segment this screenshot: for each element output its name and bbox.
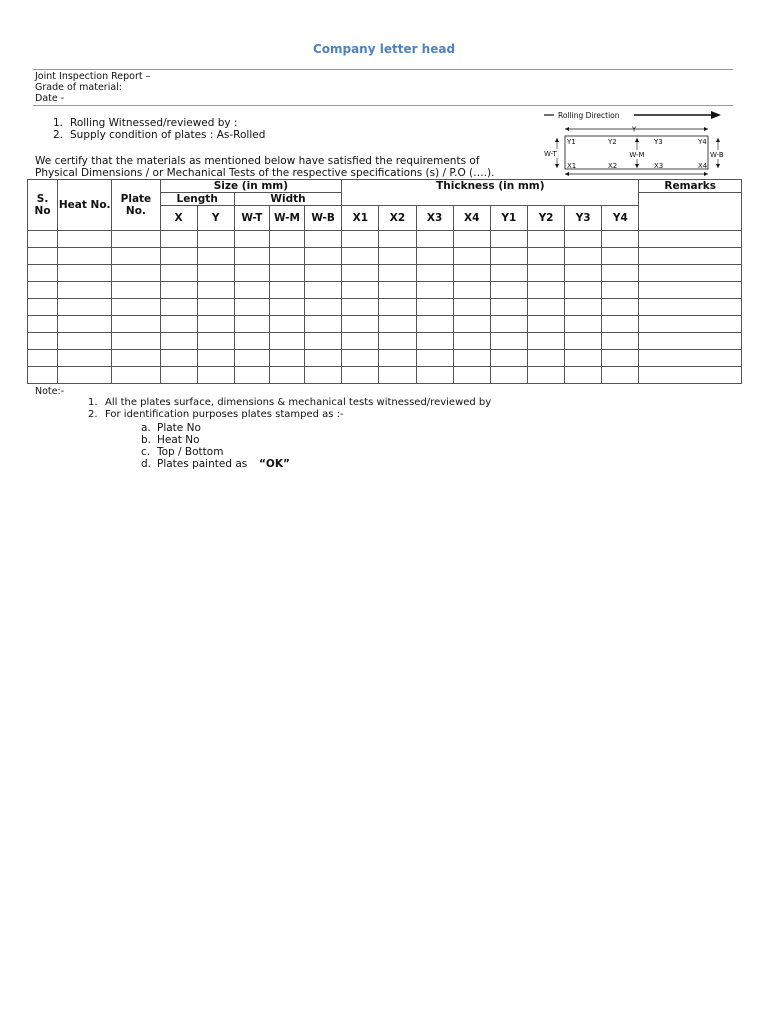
table-cell [58,231,112,248]
table-cell [112,299,160,316]
table-cell [58,350,112,367]
table-cell [639,316,742,333]
table-row [28,367,742,384]
table-cell [234,299,269,316]
table-cell [527,231,564,248]
table-cell [28,265,58,282]
table-cell [234,248,269,265]
subitem-a-number: a. [141,422,151,434]
table-cell [269,282,304,299]
table-cell [197,367,234,384]
table-cell [305,316,342,333]
table-cell [527,299,564,316]
table-cell [379,316,416,333]
point-y1: Y1 [567,138,576,146]
table-cell [112,282,160,299]
table-cell [527,367,564,384]
table-row [28,333,742,350]
table-cell [58,282,112,299]
letterhead-title: Company letter head [312,42,456,56]
table-cell [416,248,453,265]
table-cell [28,367,58,384]
table-cell [602,333,639,350]
certify-line-1: We certify that the materials as mentioned below have satisfied the requirements of [35,155,480,167]
header-x1: X1 [342,206,379,231]
table-cell [234,265,269,282]
table-cell [112,350,160,367]
rolling-direction-arrowhead [711,111,721,119]
table-cell [342,248,379,265]
table-cell [602,299,639,316]
header-wt: W-T [234,206,269,231]
table-cell [160,299,197,316]
table-cell [565,282,602,299]
table-cell [269,231,304,248]
table-cell [160,248,197,265]
table-row [28,265,742,282]
table-cell [453,299,490,316]
header-thickness: Thickness (in mm) [342,180,639,206]
table-cell [305,265,342,282]
table-cell [197,299,234,316]
table-cell [453,231,490,248]
y-dimension-label: Y [631,125,637,134]
note-1-text: All the plates surface, dimensions & mechanical tests witnessed/reviewed by [105,397,492,408]
table-cell [602,316,639,333]
header-sno: S. No [28,180,58,231]
table-row [28,316,742,333]
table-cell [234,350,269,367]
header-x: X [160,206,197,231]
header-plate-no: Plate No. [112,180,160,231]
point-y4: Y4 [698,138,707,146]
table-cell [490,299,527,316]
item-1-text: Rolling Witnessed/reviewed by : [70,117,238,129]
table-row [28,282,742,299]
table-cell [305,299,342,316]
subitem-a-text: Plate No [157,422,201,434]
table-cell [490,282,527,299]
table-cell [453,316,490,333]
table-cell [342,282,379,299]
header-heat-no: Heat No. [58,180,112,231]
header-x2: X2 [379,206,416,231]
table-cell [197,265,234,282]
table-cell [197,248,234,265]
item-2-text: Supply condition of plates : As-Rolled [70,129,266,141]
table-cell [639,231,742,248]
subitem-c-number: c. [141,446,151,458]
table-cell [160,282,197,299]
wb-label: W-B [710,151,724,159]
table-cell [527,265,564,282]
table-cell [160,333,197,350]
table-cell [379,350,416,367]
table-cell [160,316,197,333]
table-cell [58,333,112,350]
inspection-table [27,179,742,384]
subitem-b-text: Heat No [157,434,200,446]
header-y1: Y1 [490,206,527,231]
report-title: Joint Inspection Report – [35,71,151,82]
point-y2: Y2 [608,138,617,146]
table-cell [269,265,304,282]
table-cell [527,316,564,333]
table-cell [112,367,160,384]
table-cell [28,231,58,248]
table-cell [527,248,564,265]
table-cell [112,265,160,282]
point-x1: X1 [567,162,577,170]
table-cell [602,231,639,248]
table-cell [527,350,564,367]
header-y4: Y4 [602,206,639,231]
table-cell [58,316,112,333]
table-cell [28,316,58,333]
table-cell [416,282,453,299]
table-cell [197,231,234,248]
table-cell [416,333,453,350]
wt-label: W-T [544,150,557,158]
table-cell [305,367,342,384]
table-cell [379,333,416,350]
table-cell [416,231,453,248]
header-y3: Y3 [565,206,602,231]
subitem-b-number: b. [141,434,152,446]
table-cell [342,333,379,350]
table-cell [639,282,742,299]
table-cell [58,299,112,316]
table-cell [342,316,379,333]
table-cell [565,248,602,265]
table-cell [160,265,197,282]
point-x2: X2 [608,162,618,170]
table-cell [269,248,304,265]
table-cell [269,367,304,384]
table-cell [453,350,490,367]
table-cell [379,248,416,265]
header-size: Size (in mm) [160,180,342,193]
table-cell [234,367,269,384]
table-cell [269,316,304,333]
table-cell [379,299,416,316]
table-cell [490,265,527,282]
table-cell [112,248,160,265]
table-cell [379,367,416,384]
table-cell [602,350,639,367]
certify-line-2: Physical Dimensions / or Mechanical Tests of the respective specifications (s) / P.O (….). [35,167,495,179]
table-cell [639,265,742,282]
table-cell [379,265,416,282]
table-cell [639,367,742,384]
table-cell [342,350,379,367]
table-cell [58,248,112,265]
table-cell [269,333,304,350]
table-cell [453,367,490,384]
item-1-number: 1. [53,117,64,129]
table-cell [234,333,269,350]
table-cell [112,316,160,333]
table-cell [490,248,527,265]
subitem-c-text: Top / Bottom [157,446,224,458]
table-cell [269,299,304,316]
table-cell [453,282,490,299]
table-cell [305,333,342,350]
table-cell [453,265,490,282]
table-cell [453,333,490,350]
table-cell [28,299,58,316]
table-cell [565,265,602,282]
header-remarks-blank [639,193,742,231]
header-y2: Y2 [527,206,564,231]
table-cell [269,350,304,367]
table-cell [416,299,453,316]
header-top-rule [33,69,733,70]
note-label: Note:- [35,386,65,397]
table-row [28,248,742,265]
table-cell [234,231,269,248]
table-cell [305,248,342,265]
wm-label: W-M [629,151,645,159]
table-cell [565,299,602,316]
table-cell [112,333,160,350]
table-cell [565,350,602,367]
subitem-d-text: Plates painted as [157,458,248,470]
table-cell [342,231,379,248]
table-cell [565,367,602,384]
note-2-text: For identification purposes plates stamped as :- [105,409,344,420]
table-cell [28,350,58,367]
rolling-direction-diagram [538,106,730,178]
rolling-direction-label: Rolling Direction [558,111,620,120]
header-wm: W-M [269,206,304,231]
note-2-number: 2. [88,409,98,420]
header-x3: X3 [416,206,453,231]
ok-stamp-text: “OK” [259,458,290,470]
table-cell [160,350,197,367]
table-cell [416,367,453,384]
header-length: Length [160,193,234,206]
table-cell [197,350,234,367]
table-cell [234,282,269,299]
point-x4: X4 [698,162,708,170]
table-cell [197,333,234,350]
table-cell [416,350,453,367]
table-cell [490,231,527,248]
table-cell [602,282,639,299]
point-y3: Y3 [654,138,663,146]
table-cell [342,299,379,316]
table-row [28,299,742,316]
report-date: Date - [35,93,65,104]
table-cell [490,316,527,333]
table-cell [379,282,416,299]
table-cell [490,367,527,384]
table-cell [160,231,197,248]
table-cell [416,265,453,282]
table-cell [379,231,416,248]
table-cell [565,231,602,248]
header-wb: W-B [305,206,342,231]
table-cell [112,231,160,248]
table-cell [342,265,379,282]
table-cell [453,248,490,265]
table-cell [342,367,379,384]
item-2-number: 2. [53,129,64,141]
table-row [28,231,742,248]
header-x4: X4 [453,206,490,231]
table-cell [490,350,527,367]
table-cell [639,333,742,350]
table-cell [565,316,602,333]
table-cell [565,333,602,350]
table-body [28,231,742,384]
table-cell [197,282,234,299]
table-cell [639,350,742,367]
table-cell [602,248,639,265]
table-cell [197,316,234,333]
note-1-number: 1. [88,397,98,408]
table-cell [416,316,453,333]
table-cell [160,367,197,384]
grade-of-material: Grade of material: [35,82,123,93]
table-cell [28,248,58,265]
table-cell [527,333,564,350]
header-remarks: Remarks [639,180,742,193]
table-cell [305,231,342,248]
table-row [28,350,742,367]
table-cell [58,265,112,282]
table-cell [28,333,58,350]
point-x3: X3 [654,162,664,170]
table-cell [234,316,269,333]
table-cell [602,367,639,384]
header-width: Width [234,193,341,206]
table-cell [602,265,639,282]
table-cell [58,367,112,384]
table-cell [527,282,564,299]
table-cell [639,299,742,316]
table-cell [305,350,342,367]
header-y: Y [197,206,234,231]
subitem-d-number: d. [141,458,152,470]
table-cell [639,248,742,265]
table-cell [490,333,527,350]
table-cell [28,282,58,299]
table-cell [305,282,342,299]
